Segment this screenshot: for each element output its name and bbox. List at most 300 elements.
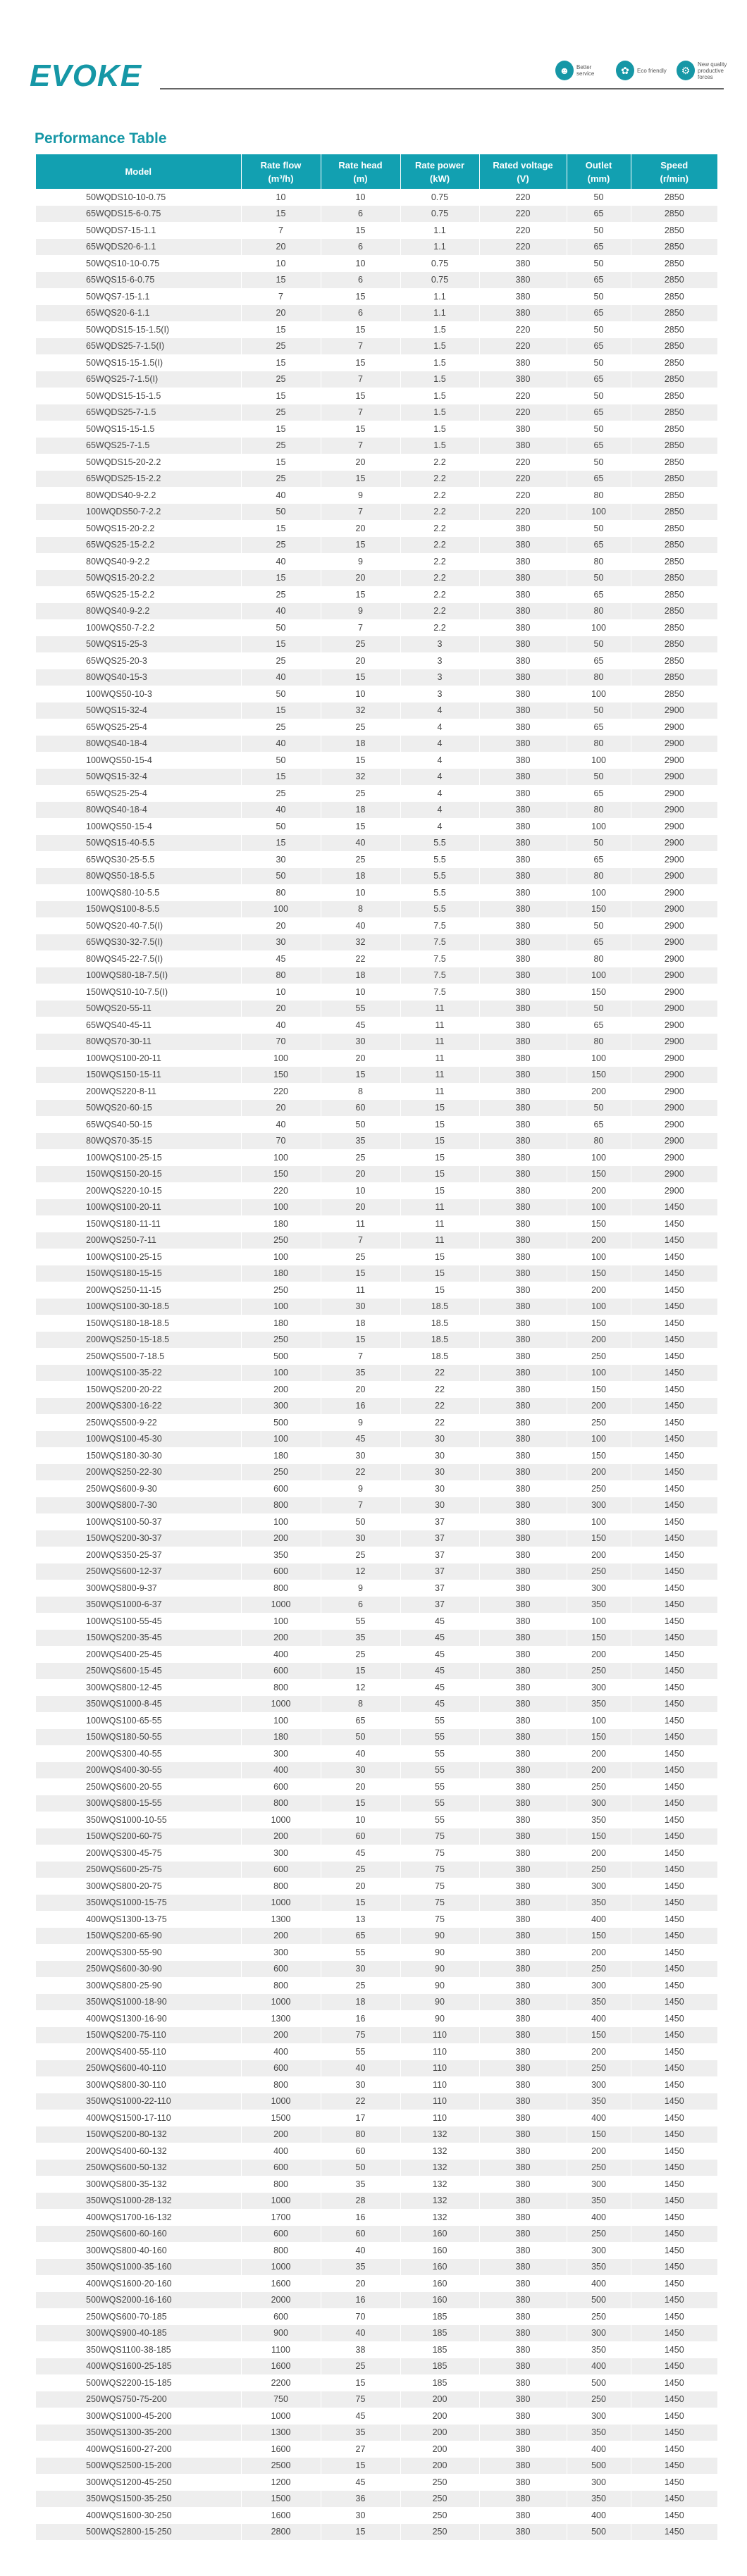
cell-rated-voltage: 380 <box>479 950 567 967</box>
table-row <box>36 1249 717 1265</box>
table-row <box>36 354 717 371</box>
table-row <box>36 752 717 769</box>
cell-rated-voltage: 380 <box>479 1149 567 1166</box>
cell-speed: 1450 <box>631 1381 717 1398</box>
cell-rated-voltage: 380 <box>479 1166 567 1183</box>
cell-rate-flow: 25 <box>241 719 321 736</box>
cell-speed: 2900 <box>631 917 717 934</box>
cell-model: 250WQS600-60-160 <box>36 2226 241 2243</box>
cell-rate-power: 11 <box>400 1199 479 1216</box>
cell-rate-power: 110 <box>400 2043 479 2060</box>
cell-rated-voltage: 380 <box>479 2474 567 2491</box>
cell-rate-power: 250 <box>400 2474 479 2491</box>
cell-rate-head: 40 <box>321 2325 400 2342</box>
table-row <box>36 1597 717 1614</box>
cell-outlet: 200 <box>567 1464 631 1481</box>
cell-rate-flow: 15 <box>241 354 321 371</box>
cell-outlet: 65 <box>567 272 631 289</box>
cell-rated-voltage: 380 <box>479 1050 567 1067</box>
table-row <box>36 2408 717 2425</box>
cell-rate-flow: 100 <box>241 1249 321 1265</box>
table-row <box>36 652 717 669</box>
cell-speed: 1450 <box>631 2126 717 2143</box>
cell-model: 65WQDS15-6-0.75 <box>36 206 241 223</box>
cell-rate-power: 37 <box>400 1513 479 1530</box>
cell-model: 200WQS400-30-55 <box>36 1762 241 1779</box>
cell-model: 65WQS25-7-1.5 <box>36 438 241 454</box>
cell-rated-voltage: 380 <box>479 719 567 736</box>
cell-rate-head: 30 <box>321 1447 400 1464</box>
cell-speed: 1450 <box>631 2458 717 2475</box>
cell-model: 100WQS100-55-45 <box>86 1616 162 1626</box>
cell-rate-power: 30 <box>400 1447 479 1464</box>
cell-rate-power: 200 <box>400 2458 479 2475</box>
table-row <box>36 1050 717 1067</box>
table-row <box>36 636 717 653</box>
cell-speed: 1450 <box>631 1994 717 2011</box>
cell-outlet: 65 <box>567 652 631 669</box>
cell-rate-head: 12 <box>321 1563 400 1580</box>
cell-rate-head: 70 <box>321 2308 400 2325</box>
cell-rate-power: 2.2 <box>400 553 479 570</box>
cell-speed: 1450 <box>631 1464 717 1481</box>
cell-rate-head: 15 <box>321 288 400 305</box>
cell-model: 150WQS150-15-11 <box>36 1067 241 1084</box>
cell-speed: 1450 <box>631 1547 717 1563</box>
cell-rate-flow: 1000 <box>241 1895 321 1912</box>
person-icon: ☻ <box>555 61 574 80</box>
cell-outlet: 50 <box>567 702 631 719</box>
cell-rate-power: 7.5 <box>400 934 479 951</box>
table-row <box>36 967 717 984</box>
cell-rate-flow: 800 <box>241 2242 321 2259</box>
cell-rated-voltage: 220 <box>479 471 567 488</box>
cell-speed: 1450 <box>631 2043 717 2060</box>
cell-rate-power: 22 <box>400 1381 479 1398</box>
cell-speed: 1450 <box>631 1199 717 1216</box>
cell-outlet: 65 <box>567 851 631 868</box>
cell-rate-flow: 200 <box>241 1530 321 1547</box>
cell-rated-voltage: 380 <box>479 2076 567 2093</box>
cell-outlet: 80 <box>567 1133 631 1150</box>
cell-rate-power: 90 <box>400 2010 479 2027</box>
cell-model: 200WQS220-10-15 <box>86 1185 162 1196</box>
cell-speed: 1450 <box>631 2193 717 2210</box>
cell-model: 150WQS10-10-7.5(I) <box>86 986 168 997</box>
cell-model: 150WQS180-11-11 <box>86 1218 161 1229</box>
cell-model: 65WQDS25-7-1.5 <box>36 404 241 421</box>
cell-speed: 1450 <box>631 2491 717 2508</box>
cell-speed: 2900 <box>631 752 717 769</box>
cell-rate-flow: 50 <box>241 868 321 885</box>
cell-rate-flow: 1000 <box>241 1696 321 1713</box>
cell-outlet: 65 <box>567 239 631 256</box>
cell-rated-voltage: 380 <box>479 851 567 868</box>
cell-rate-power: 90 <box>400 1961 479 1978</box>
cell-model: 100WQS100-35-22 <box>36 1365 241 1382</box>
cell-speed: 1450 <box>631 1911 717 1928</box>
cell-model: 100WQS100-45-30 <box>36 1431 241 1448</box>
table-row <box>36 2507 717 2524</box>
cell-outlet: 80 <box>567 868 631 885</box>
cell-speed: 2900 <box>631 1083 717 1100</box>
cell-rate-power: 185 <box>400 2325 479 2342</box>
cell-speed: 1450 <box>631 2226 717 2243</box>
cell-rated-voltage: 220 <box>479 454 567 471</box>
cell-rated-voltage: 380 <box>479 421 567 438</box>
cell-speed: 1450 <box>631 1365 717 1382</box>
cell-rate-flow: 1000 <box>241 1597 321 1614</box>
cell-speed: 1450 <box>631 2292 717 2309</box>
cell-speed: 1450 <box>631 1480 717 1497</box>
table-row <box>36 222 717 239</box>
cell-rate-head: 12 <box>321 1679 400 1696</box>
cell-rate-head: 15 <box>321 2374 400 2391</box>
cell-model: 65WQS30-25-5.5 <box>86 854 155 865</box>
cell-model: 100WQS50-7-2.2 <box>86 622 155 633</box>
cell-rated-voltage: 380 <box>479 2110 567 2126</box>
cell-rate-flow: 40 <box>241 802 321 819</box>
cell-speed: 2850 <box>631 222 717 239</box>
cell-model: 150WQS200-60-75 <box>36 1828 241 1845</box>
table-row <box>36 1563 717 1580</box>
cell-outlet: 150 <box>567 1729 631 1746</box>
cell-model: 250WQS750-75-200 <box>36 2391 241 2408</box>
cell-outlet: 400 <box>567 2507 631 2524</box>
cell-rated-voltage: 380 <box>479 2242 567 2259</box>
cell-model: 200WQS250-22-30 <box>36 1464 241 1481</box>
cell-rated-voltage: 380 <box>479 1001 567 1017</box>
cell-rated-voltage: 380 <box>479 868 567 885</box>
cell-rate-power: 1.5 <box>400 404 479 421</box>
cell-speed: 2850 <box>631 371 717 388</box>
cell-rate-head: 25 <box>321 1977 400 1994</box>
table-row <box>36 2292 717 2309</box>
cell-rated-voltage: 380 <box>479 1332 567 1349</box>
cell-rated-voltage: 380 <box>479 1215 567 1232</box>
cell-rate-head: 16 <box>321 2010 400 2027</box>
cell-rated-voltage: 380 <box>479 652 567 669</box>
table-row <box>36 2358 717 2375</box>
table-row <box>36 702 717 719</box>
cell-rate-head: 25 <box>321 1862 400 1878</box>
cell-rate-head: 30 <box>321 1961 400 1978</box>
cell-speed: 1450 <box>631 1282 717 1299</box>
cell-outlet: 100 <box>567 504 631 521</box>
cell-rate-head: 20 <box>321 1050 400 1067</box>
cell-rated-voltage: 380 <box>479 2126 567 2143</box>
cell-speed: 1450 <box>631 1895 717 1912</box>
cell-outlet: 50 <box>567 421 631 438</box>
cell-rate-power: 1.5 <box>400 421 479 438</box>
cell-outlet: 350 <box>567 1597 631 1614</box>
cell-speed: 2900 <box>631 702 717 719</box>
cell-rate-power: 11 <box>400 1083 479 1100</box>
cell-model: 50WQDS10-10-0.75 <box>86 192 166 202</box>
cell-rate-power: 0.75 <box>400 189 479 206</box>
cell-outlet: 200 <box>567 1398 631 1415</box>
cell-model: 350WQS1000-22-110 <box>36 2093 241 2110</box>
cell-rated-voltage: 380 <box>479 619 567 636</box>
cell-model: 150WQS200-35-45 <box>36 1630 241 1647</box>
cell-rate-flow: 50 <box>241 752 321 769</box>
cell-rate-power: 4 <box>400 818 479 835</box>
table-row <box>36 1895 717 1912</box>
cell-outlet: 350 <box>567 1994 631 2011</box>
cell-model: 100WQDS50-7-2.2 <box>36 504 241 521</box>
table-row <box>36 1795 717 1812</box>
cell-speed: 1450 <box>631 1613 717 1630</box>
cell-speed: 1450 <box>631 1828 717 1845</box>
cell-rate-flow: 15 <box>241 454 321 471</box>
cell-rate-power: 132 <box>400 2176 479 2193</box>
table-row <box>36 719 717 736</box>
table-row <box>36 1001 717 1017</box>
cell-model: 150WQS150-20-15 <box>36 1166 241 1183</box>
cell-model: 65WQS30-32-7.5(I) <box>36 934 241 951</box>
cell-rated-voltage: 380 <box>479 1249 567 1265</box>
cell-outlet: 150 <box>567 1215 631 1232</box>
table-row <box>36 305 717 322</box>
cell-outlet: 250 <box>567 1414 631 1431</box>
cell-rate-flow: 400 <box>241 1646 321 1663</box>
cell-rate-power: 45 <box>400 1663 479 1680</box>
table-row <box>36 686 717 702</box>
cell-rated-voltage: 380 <box>479 752 567 769</box>
cell-speed: 2850 <box>631 652 717 669</box>
table-row <box>36 851 717 868</box>
cell-model: 300WQS1200-45-250 <box>86 2477 172 2487</box>
table-row <box>36 2043 717 2060</box>
cell-rate-flow: 25 <box>241 652 321 669</box>
cell-rate-head: 35 <box>321 1133 400 1150</box>
cell-rate-power: 55 <box>400 1795 479 1812</box>
cell-model: 300WQS900-40-185 <box>36 2325 241 2342</box>
cell-rate-power: 2.2 <box>400 504 479 521</box>
cell-rated-voltage: 380 <box>479 967 567 984</box>
cell-model: 65WQS25-7-1.5(I) <box>36 371 241 388</box>
column-unit: (kW) <box>429 173 450 184</box>
cell-rate-flow: 180 <box>241 1265 321 1282</box>
cell-rate-head: 8 <box>321 1696 400 1713</box>
cell-outlet: 50 <box>567 454 631 471</box>
cell-rated-voltage: 220 <box>479 504 567 521</box>
cell-rate-head: 18 <box>321 1994 400 2011</box>
cell-model: 65WQDS25-7-1.5(I) <box>36 338 241 355</box>
table-row <box>36 603 717 620</box>
cell-rated-voltage: 380 <box>479 1315 567 1332</box>
cell-outlet: 65 <box>567 785 631 802</box>
cell-model: 50WQS7-15-1.1 <box>86 291 150 302</box>
cell-outlet: 50 <box>567 255 631 272</box>
table-row <box>36 2474 717 2491</box>
cell-model: 65WQS25-25-4 <box>86 788 147 798</box>
cell-rate-head: 10 <box>321 984 400 1001</box>
cell-rated-voltage: 380 <box>479 2176 567 2193</box>
cell-model: 350WQS1000-35-160 <box>36 2259 241 2276</box>
column-title: Speed <box>660 159 689 171</box>
cell-rate-flow: 40 <box>241 603 321 620</box>
cell-rate-flow: 1000 <box>241 1812 321 1828</box>
cell-rate-power: 18.5 <box>400 1332 479 1349</box>
cell-rated-voltage: 380 <box>479 1696 567 1713</box>
cell-rate-head: 15 <box>321 2524 400 2541</box>
cell-rate-power: 4 <box>400 769 479 786</box>
cell-rated-voltage: 380 <box>479 2226 567 2243</box>
table-row <box>36 338 717 355</box>
table-row <box>36 1083 717 1100</box>
cell-rate-head: 25 <box>321 719 400 736</box>
cell-rate-power: 250 <box>400 2507 479 2524</box>
cell-outlet: 100 <box>567 1149 631 1166</box>
cell-speed: 1450 <box>631 2524 717 2541</box>
cell-rate-head: 10 <box>321 884 400 901</box>
cell-rate-head: 6 <box>321 239 400 256</box>
cell-rate-power: 90 <box>400 1994 479 2011</box>
cell-outlet: 50 <box>567 520 631 537</box>
cell-rate-head: 9 <box>321 1414 400 1431</box>
cell-speed: 2900 <box>631 967 717 984</box>
cell-outlet: 350 <box>567 1895 631 1912</box>
cell-rated-voltage: 380 <box>479 984 567 1001</box>
cell-outlet: 200 <box>567 2143 631 2160</box>
cell-rate-head: 6 <box>321 206 400 223</box>
cell-rate-power: 55 <box>400 1762 479 1779</box>
cell-rate-flow: 25 <box>241 586 321 603</box>
cell-rated-voltage: 380 <box>479 1265 567 1282</box>
table-row <box>36 1580 717 1597</box>
cell-rate-head: 30 <box>321 1034 400 1051</box>
cell-rate-power: 1.5 <box>400 354 479 371</box>
cell-speed: 2900 <box>631 984 717 1001</box>
cell-rate-flow: 250 <box>241 1282 321 1299</box>
cell-outlet: 250 <box>567 2160 631 2176</box>
cell-rate-flow: 300 <box>241 1845 321 1862</box>
cell-model: 65WQS20-6-1.1 <box>36 305 241 322</box>
table-row <box>36 570 717 587</box>
cell-rate-power: 2.2 <box>400 570 479 587</box>
cell-rate-flow: 25 <box>241 471 321 488</box>
cell-speed: 1450 <box>631 1878 717 1895</box>
cell-speed: 1450 <box>631 2374 717 2391</box>
table-row <box>36 2209 717 2226</box>
cell-rated-voltage: 380 <box>479 1497 567 1514</box>
cell-model: 300WQS800-40-160 <box>86 2245 167 2255</box>
cell-rated-voltage: 220 <box>479 206 567 223</box>
cell-speed: 2850 <box>631 421 717 438</box>
cell-rated-voltage: 380 <box>479 2491 567 2508</box>
cell-outlet: 100 <box>567 818 631 835</box>
cell-model: 350WQS1000-18-90 <box>36 1994 241 2011</box>
cell-model: 50WQS20-40-7.5(I) <box>86 920 163 931</box>
cell-rate-power: 3 <box>400 636 479 653</box>
cell-rate-flow: 2800 <box>241 2524 321 2541</box>
cell-speed: 1450 <box>631 1795 717 1812</box>
cell-rate-head: 10 <box>321 189 400 206</box>
cell-outlet: 300 <box>567 2408 631 2425</box>
cell-model: 200WQS400-25-45 <box>86 1649 162 1659</box>
cell-rated-voltage: 380 <box>479 1646 567 1663</box>
table-row <box>36 2126 717 2143</box>
cell-rate-power: 37 <box>400 1563 479 1580</box>
cell-rate-head: 45 <box>321 2474 400 2491</box>
cell-rate-head: 32 <box>321 769 400 786</box>
badge-service <box>555 61 606 80</box>
cell-speed: 2850 <box>631 487 717 504</box>
cell-speed: 1450 <box>631 2408 717 2425</box>
cell-rate-flow: 40 <box>241 1116 321 1133</box>
cell-rated-voltage: 380 <box>479 1067 567 1084</box>
cell-outlet: 65 <box>567 586 631 603</box>
cell-speed: 1450 <box>631 1249 717 1265</box>
cell-rate-flow: 500 <box>241 1414 321 1431</box>
cell-outlet: 65 <box>567 1017 631 1034</box>
cell-rate-flow: 2500 <box>241 2458 321 2475</box>
cell-outlet: 80 <box>567 950 631 967</box>
cell-rate-power: 11 <box>400 1017 479 1034</box>
cell-rated-voltage: 220 <box>479 321 567 338</box>
cell-rate-head: 50 <box>321 1729 400 1746</box>
cell-model: 400WQS1600-27-200 <box>86 2444 172 2454</box>
cell-speed: 1450 <box>631 1215 717 1232</box>
cell-rate-flow: 800 <box>241 1679 321 1696</box>
cell-rate-head: 25 <box>321 1646 400 1663</box>
cell-model: 100WQS50-10-3 <box>86 688 152 699</box>
cell-rated-voltage: 380 <box>479 1977 567 1994</box>
cell-speed: 1450 <box>631 2242 717 2259</box>
cell-speed: 1450 <box>631 1265 717 1282</box>
cell-outlet: 250 <box>567 1961 631 1978</box>
table-row <box>36 239 717 256</box>
cell-rate-power: 2.2 <box>400 454 479 471</box>
cell-rate-flow: 100 <box>241 1050 321 1067</box>
cell-rate-flow: 40 <box>241 669 321 686</box>
cell-rate-head: 65 <box>321 1712 400 1729</box>
cell-model: 50WQS15-32-4 <box>36 702 241 719</box>
table-row <box>36 2259 717 2276</box>
cell-speed: 2900 <box>631 785 717 802</box>
table-row <box>36 504 717 521</box>
cell-outlet: 350 <box>567 1696 631 1713</box>
cell-outlet: 80 <box>567 669 631 686</box>
cell-model: 80WQS40-9-2.2 <box>86 556 150 566</box>
cell-outlet: 400 <box>567 2209 631 2226</box>
cell-outlet: 50 <box>567 288 631 305</box>
cell-rate-power: 15 <box>400 1149 479 1166</box>
column-header <box>36 154 241 189</box>
table-row <box>36 2275 717 2292</box>
cell-rate-power: 110 <box>400 2027 479 2044</box>
cell-outlet: 500 <box>567 2458 631 2475</box>
cell-rated-voltage: 380 <box>479 2160 567 2176</box>
cell-speed: 1450 <box>631 1845 717 1862</box>
cell-rate-power: 55 <box>400 1745 479 1762</box>
table-row <box>36 1199 717 1216</box>
cell-outlet: 50 <box>567 189 631 206</box>
cell-speed: 1450 <box>631 2076 717 2093</box>
cell-rated-voltage: 380 <box>479 1580 567 1597</box>
cell-outlet: 300 <box>567 1679 631 1696</box>
cell-rate-power: 75 <box>400 1911 479 1928</box>
cell-rated-voltage: 380 <box>479 1100 567 1117</box>
cell-outlet: 65 <box>567 537 631 554</box>
header-divider <box>160 88 724 89</box>
cell-rate-flow: 10 <box>241 984 321 1001</box>
cell-rate-head: 15 <box>321 818 400 835</box>
cell-rate-flow: 900 <box>241 2325 321 2342</box>
table-row <box>36 2110 717 2126</box>
cell-speed: 2850 <box>631 255 717 272</box>
